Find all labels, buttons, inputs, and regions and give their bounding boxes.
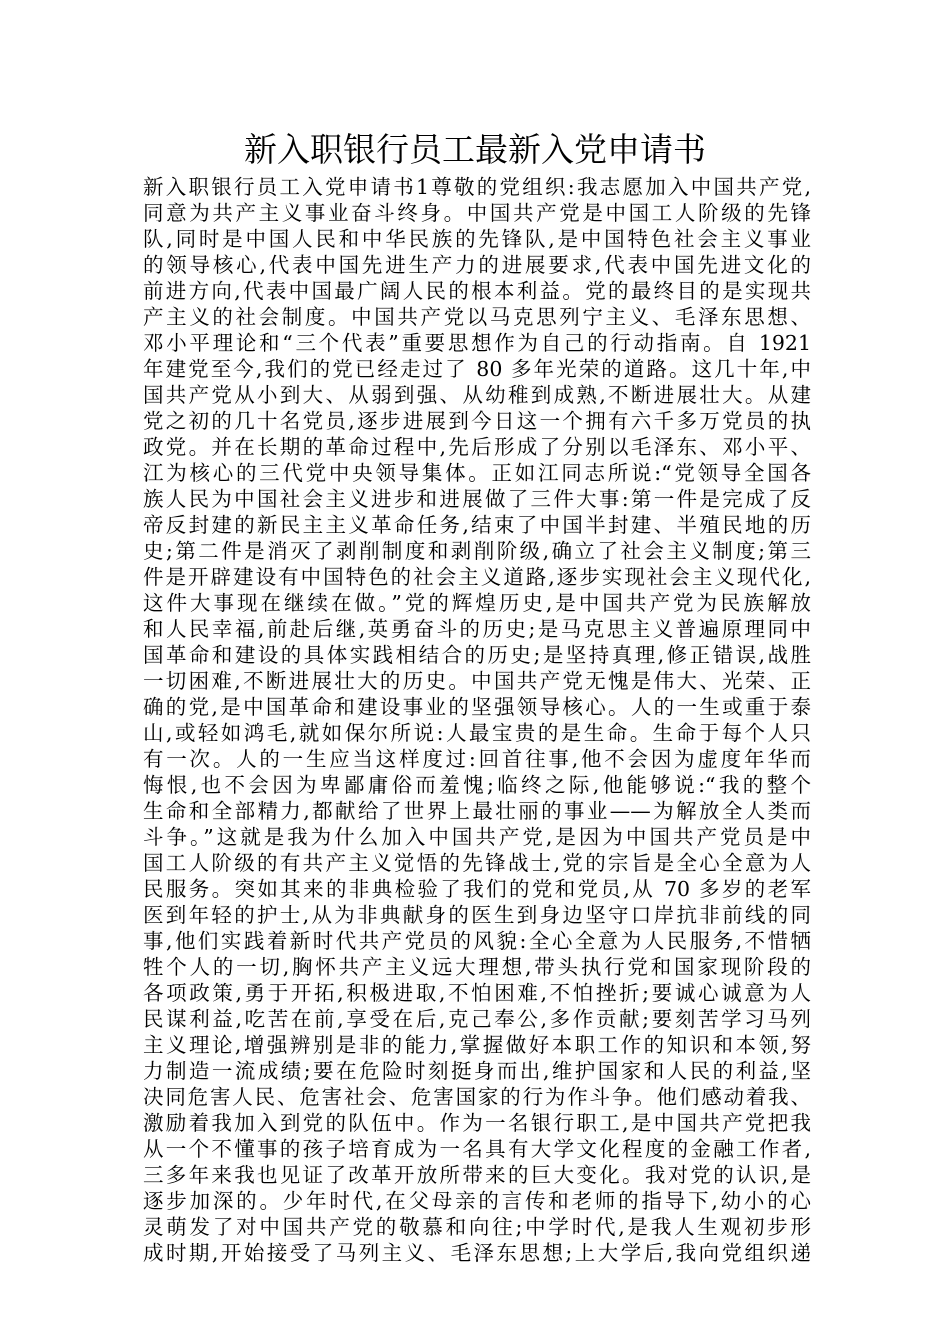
body-text-line: 各项政策,勇于开拓,积极进取,不怕困难,不怕挫折;要诚心诚意为人	[143, 981, 811, 1005]
body-text-line: 件是开辟建设有中国特色的社会主义道路,逐步实现社会主义现代化,	[143, 565, 811, 589]
body-text-line: 前进方向,代表中国最广阔人民的根本利益。党的最终目的是实现共	[143, 279, 811, 303]
body-text-line: 民谋利益,吃苦在前,享受在后,克己奉公,多作贡献;要刻苦学习马列	[143, 1007, 811, 1031]
body-text-line: 年建党至今,我们的党已经走过了 80 多年光荣的道路。这几十年,中	[143, 357, 811, 381]
body-text-line: 这件大事现在继续在做。”党的辉煌历史,是中国共产党为民族解放	[143, 591, 811, 615]
document-body	[143, 174, 811, 1266]
body-text-line: 山,或轻如鸿毛,就如保尔所说:人最宝贵的是生命。生命于每个人只	[143, 721, 811, 745]
body-text-line: 和人民幸福,前赴后继,英勇奋斗的历史;是马克思主义普遍原理同中	[143, 617, 811, 641]
body-text-line: 确的党,是中国革命和建设事业的坚强领导核心。人的一生或重于泰	[143, 695, 811, 719]
body-text-line: 民服务。突如其来的非典检验了我们的党和党员,从 70 多岁的老军	[143, 877, 811, 901]
body-text-line: 邓小平理论和“三个代表”重要思想作为自己的行动指南。自 1921	[143, 331, 811, 355]
body-text-line: 从一个不懂事的孩子培育成为一名具有大学文化程度的金融工作者,	[143, 1137, 811, 1161]
body-text-line: 江为核心的三代党中央领导集体。正如江同志所说:“党领导全国各	[143, 461, 811, 485]
body-text-line: 有一次。人的一生应当这样度过:回首往事,他不会因为虚度年华而	[143, 747, 811, 771]
document-title: 新入职银行员工最新入党申请书	[244, 130, 706, 169]
body-text-line: 医到年轻的护士,从为非典献身的医生到身边坚守口岸抗非前线的同	[143, 903, 811, 927]
body-text-line: 一切困难,不断进展壮大的历史。中国共产党无愧是伟大、光荣、正	[143, 669, 811, 693]
body-text-line: 悔恨,也不会因为卑鄙庸俗而羞愧;临终之际,他能够说:“我的整个	[143, 773, 811, 797]
body-text-line: 帝反封建的新民主主义革命任务,结束了中国半封建、半殖民地的历	[143, 513, 811, 537]
body-text-line: 史;第二件是消灭了剥削制度和剥削阶级,确立了社会主义制度;第三	[143, 539, 811, 563]
body-text-line: 政党。并在长期的革命过程中,先后形成了分别以毛泽东、邓小平、	[143, 435, 811, 459]
body-text-line: 激励着我加入到党的队伍中。作为一名银行职工,是中国共产党把我	[143, 1111, 811, 1135]
body-text-line: 族人民为中国社会主义进步和进展做了三件大事:第一件是完成了反	[143, 487, 811, 511]
body-text-line: 新入职银行员工入党申请书1尊敬的党组织:我志愿加入中国共产党,	[143, 175, 811, 199]
body-text-line: 事,他们实践着新时代共产党员的风貌:全心全意为人民服务,不惜牺	[143, 929, 811, 953]
body-text-line: 决同危害人民、危害社会、危害国家的行为作斗争。他们感动着我、	[143, 1085, 811, 1109]
body-text-line: 国工人阶级的有共产主义觉悟的先锋战士,党的宗旨是全心全意为人	[143, 851, 811, 875]
body-text-line: 逐步加深的。少年时代,在父母亲的言传和老师的指导下,幼小的心	[143, 1189, 811, 1213]
body-text-line: 三多年来我也见证了改革开放所带来的巨大变化。我对党的认识,是	[143, 1163, 811, 1187]
body-text-line: 成时期,开始接受了马列主义、毛泽东思想;上大学后,我向党组织递	[143, 1241, 811, 1265]
body-text-line: 党之初的几十名党员,逐步进展到今日这一个拥有六千多万党员的执	[143, 409, 811, 433]
body-text-line: 生命和全部精力,都献给了世界上最壮丽的事业——为解放全人类而	[143, 799, 811, 823]
body-text-line: 产主义的社会制度。中国共产党以马克思列宁主义、毛泽东思想、	[143, 305, 811, 329]
body-text-line: 力制造一流成绩;要在危险时刻挺身而出,维护国家和人民的利益,坚	[143, 1059, 811, 1083]
body-text-line: 的领导核心,代表中国先进生产力的进展要求,代表中国先进文化的	[143, 253, 811, 277]
body-text-line: 国革命和建设的具体实践相结合的历史;是坚持真理,修正错误,战胜	[143, 643, 811, 667]
body-text-line: 同意为共产主义事业奋斗终身。中国共产党是中国工人阶级的先锋	[143, 201, 811, 225]
body-text-line: 斗争。”这就是我为什么加入中国共产党,是因为中国共产党员是中	[143, 825, 811, 849]
body-text-line: 牲个人的一切,胸怀共产主义远大理想,带头执行党和国家现阶段的	[143, 955, 811, 979]
body-text-line: 队,同时是中国人民和中华民族的先锋队,是中国特色社会主义事业	[143, 227, 811, 251]
body-text-line: 主义理论,增强辨别是非的能力,掌握做好本职工作的知识和本领,努	[143, 1033, 811, 1057]
body-text-line: 国共产党从小到大、从弱到强、从幼稚到成熟,不断进展壮大。从建	[143, 383, 811, 407]
body-text-line: 灵萌发了对中国共产党的敬慕和向往;中学时代,是我人生观初步形	[143, 1215, 811, 1239]
